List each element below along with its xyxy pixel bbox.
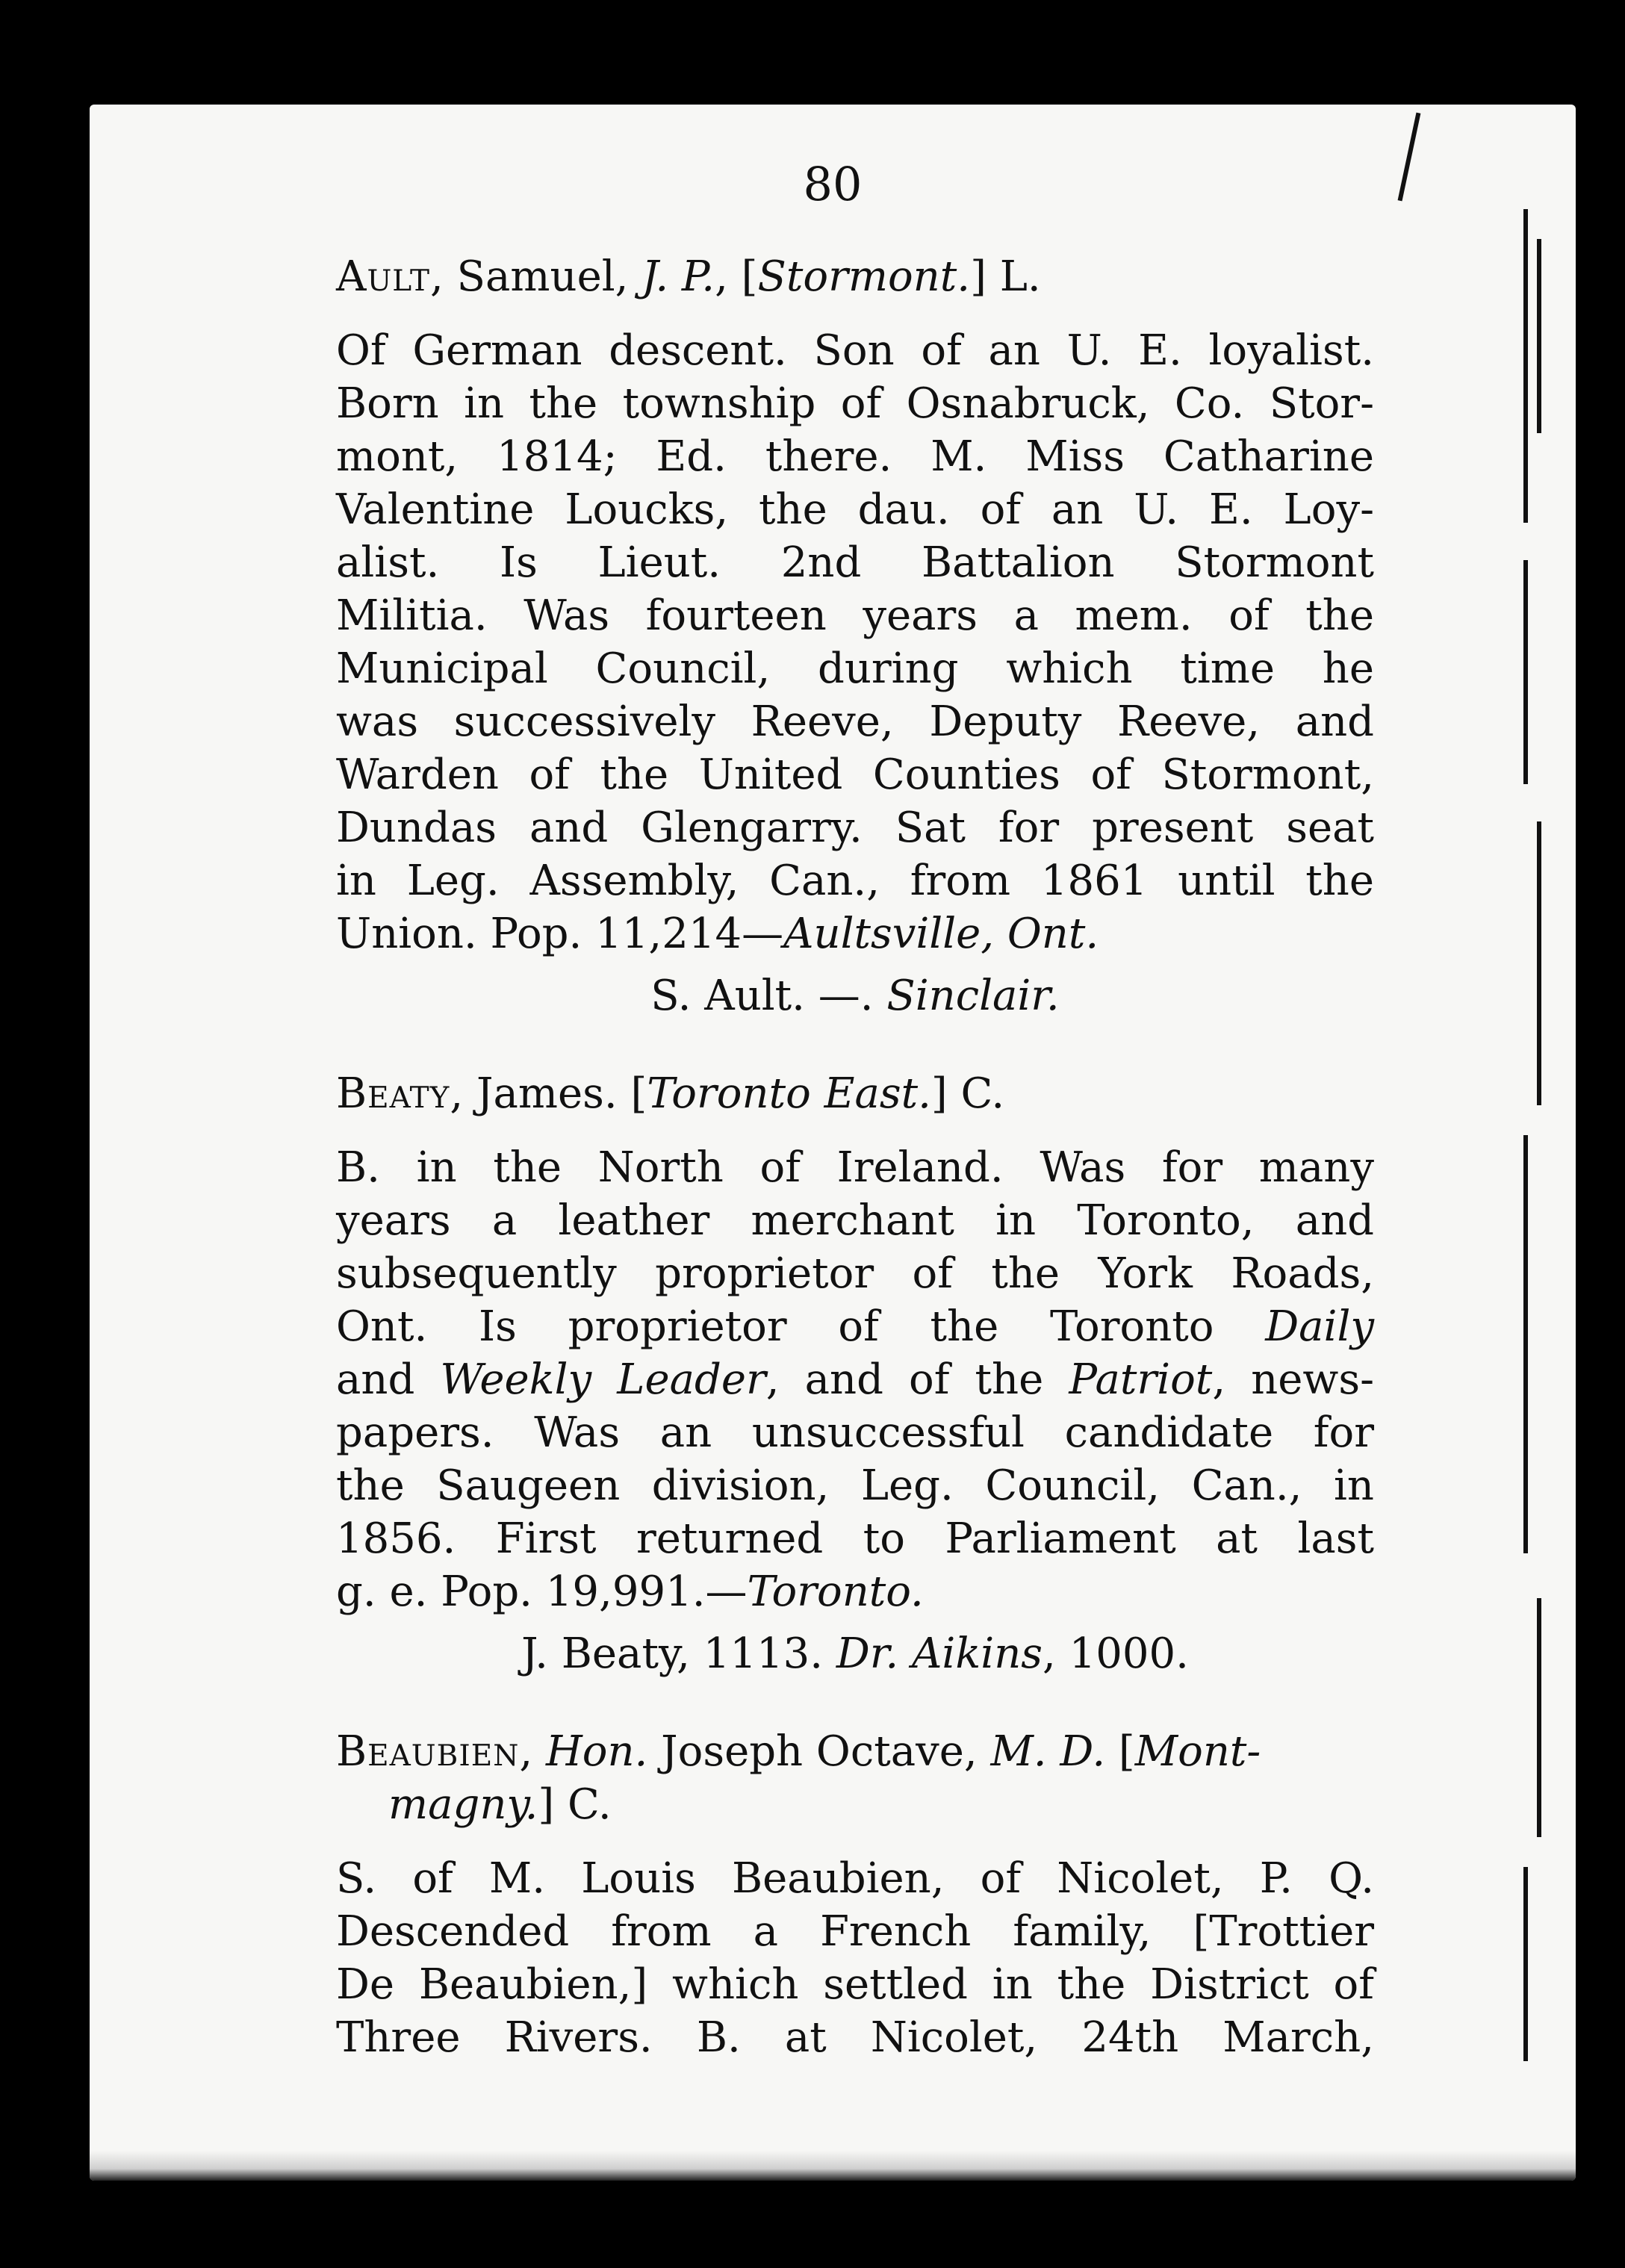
entry-honorific: Hon. (545, 1727, 648, 1776)
body-line: Born in the township of Osnabruck, Co. Stor- (336, 379, 1374, 428)
body-line: De Beaubien,] which settled in the District of (336, 1960, 1374, 2009)
page-number: 80 (803, 157, 863, 211)
book-page (90, 105, 1576, 2181)
separator: , (519, 1727, 546, 1776)
entry-party: ] C. (538, 1780, 612, 1829)
entry-party: ] C. (930, 1069, 1005, 1118)
entry-surname: Ault (336, 252, 431, 301)
entry-heading-beaubien (336, 1725, 1374, 1831)
body-line: Warden of the United Counties of Stormont, (336, 751, 1374, 799)
result-winner: J. Beaty, 1113. (521, 1629, 836, 1678)
entry-riding: Stormont. (757, 252, 971, 301)
entry-given-name: Joseph Octave, (647, 1727, 991, 1776)
body-line: was successively Reeve, Deputy Reeve, and (336, 698, 1374, 746)
result-opponent: Dr. Aikins (836, 1629, 1043, 1678)
body-line: Dundas and Glengarry. Sat for present seat (336, 804, 1374, 852)
entry-title: M. D. (990, 1727, 1106, 1776)
result-votes: , 1000. (1043, 1629, 1189, 1678)
entry-body-ault (336, 324, 1374, 960)
line-text: Ont. Is proprietor of the Toronto (336, 1302, 1266, 1351)
entry-surname: Beaubien (336, 1727, 520, 1776)
binding-edge-artifact (1516, 209, 1553, 2076)
line-text: and (336, 1355, 441, 1404)
entry-party: ] L. (970, 252, 1041, 301)
newspaper-name: Weekly Leader (440, 1355, 766, 1404)
election-result-ault (336, 969, 1374, 1022)
body-line: S. of M. Louis Beaubien, of Nicolet, P. Q. (336, 1854, 1374, 1903)
post-office: Toronto. (747, 1568, 924, 1616)
scan-bottom-edge (90, 2151, 1576, 2181)
newspaper-name: Daily (1265, 1302, 1374, 1351)
line-text: , and of the (765, 1355, 1069, 1404)
bracket-open: , [ (715, 252, 758, 301)
result-opponent: Sinclair. (886, 972, 1060, 1020)
population-text: Union. Pop. 11,214— (336, 910, 784, 958)
page-content (336, 250, 1374, 2064)
entry-given-name: , Samuel, (430, 252, 642, 301)
body-line: subsequently proprietor of the York Roads, (336, 1249, 1374, 1298)
entry-heading-ault (336, 250, 1374, 303)
newspaper-name: Patriot (1069, 1355, 1213, 1404)
entry-heading-beaty (336, 1067, 1374, 1120)
entry-riding: Toronto East. (647, 1069, 931, 1118)
body-line: papers. Was an unsuccessful candidate for (336, 1408, 1374, 1457)
body-line: years a leather merchant in Toronto, and (336, 1196, 1374, 1245)
body-line: B. in the North of Ireland. Was for many (336, 1143, 1374, 1192)
line-text: , news- (1212, 1355, 1375, 1404)
body-line: Descended from a French family, [Trottier (336, 1907, 1374, 1956)
body-line: alist. Is Lieut. 2nd Battalion Stormont (336, 538, 1374, 587)
body-line: Of German descent. Son of an U. E. loyalist. (336, 326, 1374, 375)
entry-body-beaty (336, 1141, 1374, 1618)
body-line: Militia. Was fourteen years a mem. of the (336, 591, 1374, 640)
post-office: Aultsville, Ont. (783, 910, 1099, 958)
bracket-open: [ (1105, 1727, 1135, 1776)
entry-surname: Beaty (336, 1069, 450, 1118)
body-line-last (336, 907, 1374, 960)
entry-body-beaubien (336, 1852, 1374, 2064)
result-winner: S. Ault. —. (650, 972, 887, 1020)
body-line: mont, 1814; Ed. there. M. Miss Catharine (336, 432, 1374, 481)
body-line (336, 1300, 1374, 1353)
election-result-beaty (336, 1627, 1374, 1680)
body-line: the Saugeen division, Leg. Council, Can., in (336, 1461, 1374, 1510)
body-line-last (336, 1565, 1374, 1618)
body-line: Three Rivers. B. at Nicolet, 24th March, (336, 2013, 1374, 2062)
body-line: Valentine Loucks, the dau. of an U. E. Loy- (336, 485, 1374, 534)
entry-given-name: , James. [ (450, 1069, 647, 1118)
body-line: Municipal Council, during which time he (336, 644, 1374, 693)
body-line (336, 1353, 1374, 1406)
entry-riding: Mont-magny. (388, 1727, 1261, 1829)
population-text: g. e. Pop. 19,991.— (336, 1568, 748, 1616)
body-line: 1856. First returned to Parliament at last (336, 1514, 1374, 1563)
body-line: in Leg. Assembly, Can., from 1861 until the (336, 857, 1374, 905)
entry-title: J. P. (641, 252, 715, 301)
